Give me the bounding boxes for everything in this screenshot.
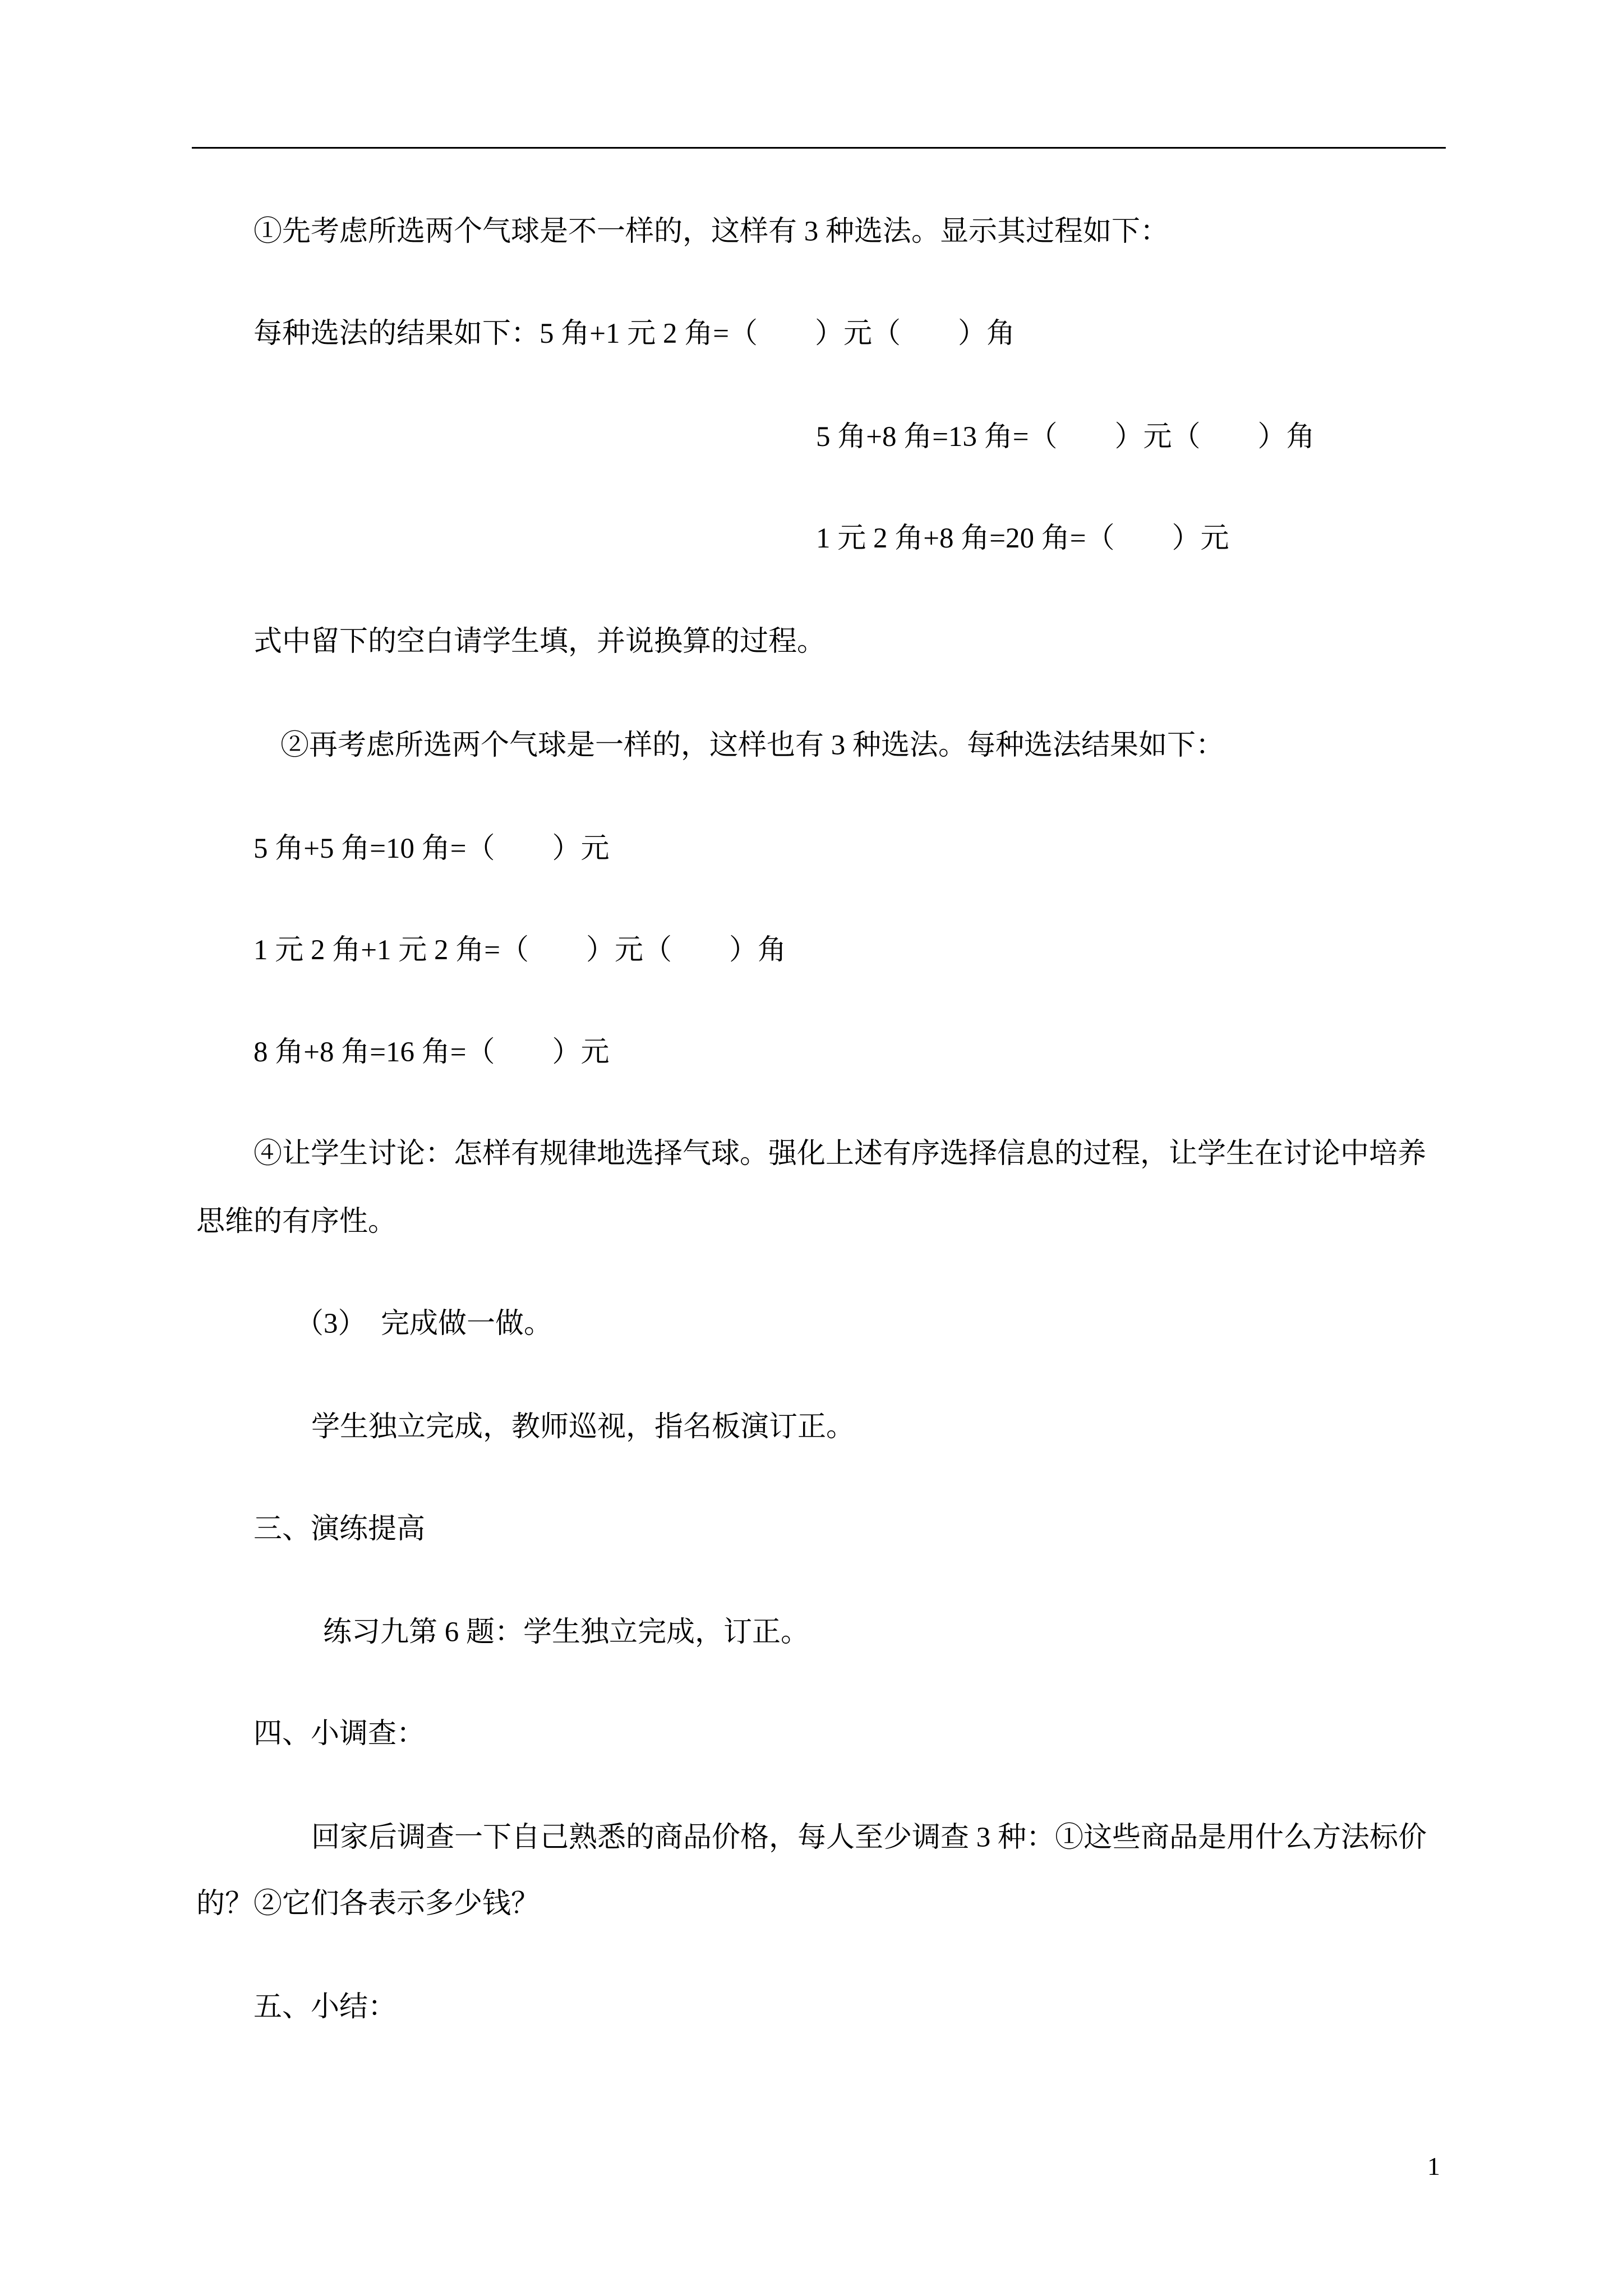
header-rule <box>192 147 1446 149</box>
same-balloon-line-2: 1 元 2 角+1 元 2 角=（ ）元（ ）角 <box>253 935 787 966</box>
step-3-heading: （3） 完成做一做。 <box>295 1308 553 1340</box>
section-5-heading: 五、小结： <box>253 1991 397 2023</box>
step-2-intro: ②再考虑所选两个气球是一样的，这样也有 3 种选法。每种选法结果如下： <box>280 730 1225 761</box>
step-1-intro: ①先考虑所选两个气球是不一样的，这样有 3 种选法。显示其过程如下： <box>253 216 1169 247</box>
discussion-paragraph-continued: 思维的有序性。 <box>196 1206 397 1237</box>
discussion-paragraph: ④让学生讨论：怎样有规律地选择气球。强化上述有序选择信息的过程，让学生在讨论中培养 <box>253 1138 1427 1170</box>
result-line-2: 5 角+8 角=13 角=（ ）元（ ）角 <box>816 421 1315 453</box>
result-line-1: 每种选法的结果如下：5 角+1 元 2 角=（ ）元（ ）角 <box>253 318 1016 349</box>
section-3-body: 练习九第 6 题：学生独立完成，订正。 <box>323 1617 810 1648</box>
step-3-body: 学生独立完成，教师巡视，指名板演订正。 <box>311 1411 855 1443</box>
section-4-body: 回家后调查一下自己熟悉的商品价格，每人至少调查 3 种：①这些商品是用什么方法标价 <box>311 1822 1427 1853</box>
same-balloon-line-3: 8 角+8 角=16 角=（ ）元 <box>253 1037 610 1068</box>
result-line-3: 1 元 2 角+8 角=20 角=（ ）元 <box>816 523 1229 554</box>
section-4-heading: 四、小调查： <box>253 1718 426 1750</box>
fill-in-instruction: 式中留下的空白请学生填，并说换算的过程。 <box>253 626 826 657</box>
page-number: 1 <box>1427 2152 1440 2180</box>
section-3-heading: 三、演练提高 <box>253 1513 426 1545</box>
section-4-body-continued: 的？②它们各表示多少钱？ <box>196 1888 540 1920</box>
same-balloon-line-1: 5 角+5 角=10 角=（ ）元 <box>253 833 610 864</box>
